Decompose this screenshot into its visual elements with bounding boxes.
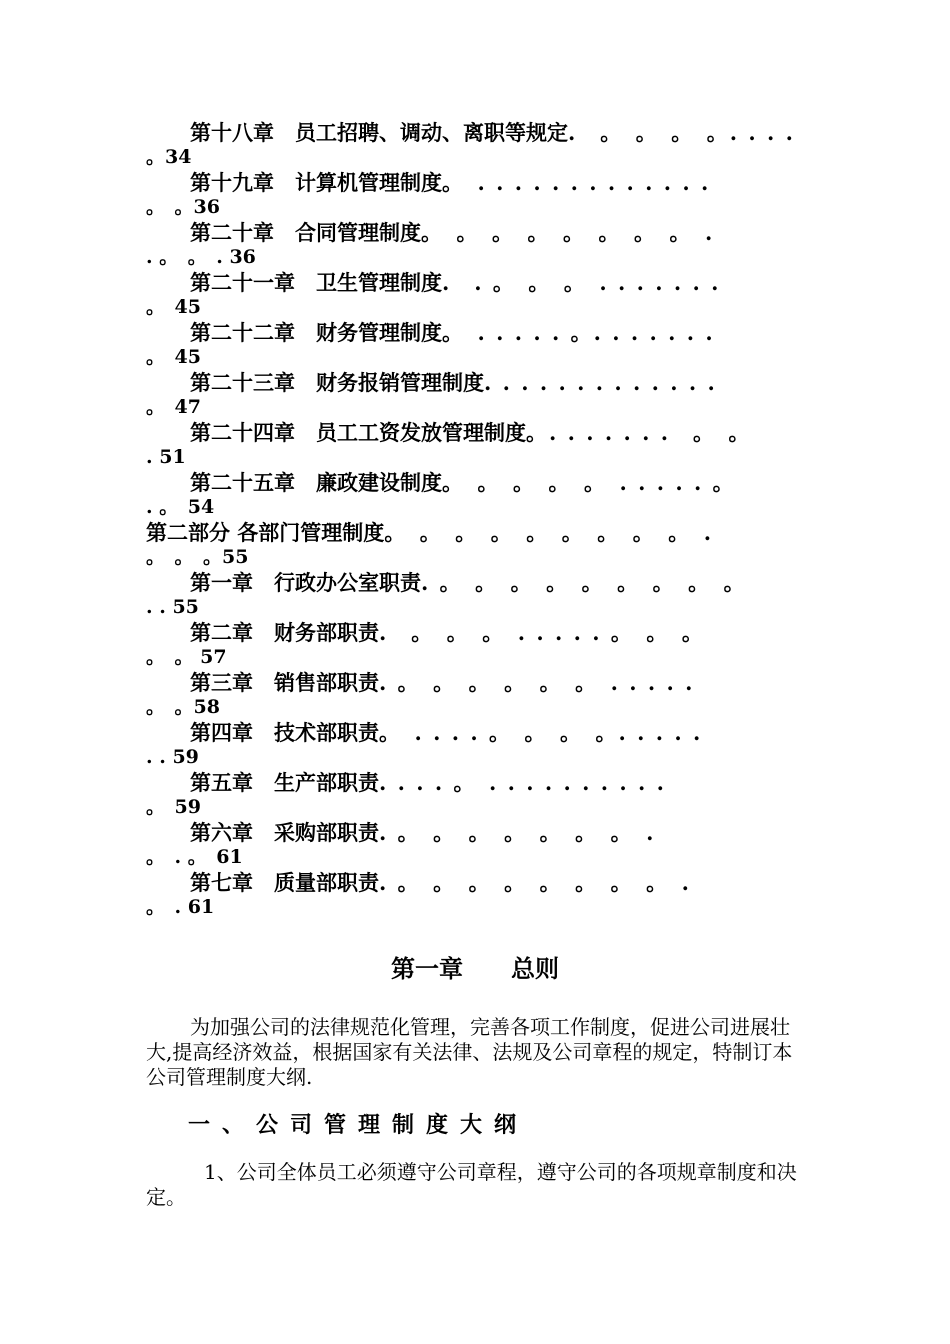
toc-part-entry[interactable] bbox=[146, 520, 822, 568]
toc-page-number: . . 59 bbox=[146, 746, 199, 768]
toc-page-number: . 。 。 . 36 bbox=[146, 246, 256, 268]
toc-entry-title: 第五章 生产部职责 bbox=[190, 770, 379, 795]
toc-entry[interactable] bbox=[146, 770, 822, 818]
toc-entry[interactable] bbox=[146, 820, 822, 868]
toc-entry[interactable] bbox=[146, 120, 822, 168]
toc-leader-dots: . . . . . . . . . . . . . bbox=[484, 370, 717, 395]
toc-leader-dots: . 。 。 。 。 。 。 。 。 . bbox=[379, 870, 691, 895]
toc-entry[interactable] bbox=[146, 320, 822, 368]
toc-entry-title: 第二十五章 廉政建设制度 bbox=[190, 470, 442, 495]
toc-leader-dots: 。 . . . . 。 。 。 。. . . . . bbox=[379, 720, 703, 745]
toc-entry[interactable] bbox=[146, 720, 822, 768]
toc-entry[interactable] bbox=[146, 870, 822, 918]
toc-page-number: 。 59 bbox=[146, 796, 201, 818]
toc-entry[interactable] bbox=[146, 470, 822, 518]
toc-entry-title: 第一章 行政办公室职责 bbox=[190, 570, 421, 595]
toc-entry-title: 第六章 采购部职责 bbox=[190, 820, 379, 845]
toc-page-number: 。 。36 bbox=[146, 196, 220, 218]
toc-entry-title: 第十八章 员工招聘、调动、离职等规定 bbox=[190, 120, 568, 145]
toc-leader-dots: . 。 。 。 。 。 。 。 . bbox=[379, 820, 656, 845]
toc-entry-title: 第二十三章 财务报销管理制度 bbox=[190, 370, 484, 395]
toc-page-number: 。 。 57 bbox=[146, 646, 227, 668]
toc-leader-dots: 。 。 。 。 。 。 。 。 . bbox=[421, 220, 715, 245]
toc-entry[interactable] bbox=[146, 220, 822, 268]
intro-paragraph: 为加强公司的法律规范化管理，完善各项工作制度，促进公司进展壮大,提高经济效益，根据国家有关法律、法规及公司章程的规定，特制订本公司管理制度大纲. bbox=[146, 1015, 793, 1089]
toc-entry-title: 第二十一章 卫生管理制度 bbox=[190, 270, 442, 295]
toc-entry[interactable] bbox=[146, 420, 822, 468]
toc-leader-dots: . 。 。 。 。 。 。 . . . . . bbox=[379, 670, 695, 695]
toc-page-number: . 。 54 bbox=[146, 496, 215, 518]
toc-leader-dots: . . . . 。 . . . . . . . . . . bbox=[379, 770, 666, 795]
toc-entry[interactable] bbox=[146, 270, 822, 318]
toc-entry[interactable] bbox=[146, 620, 822, 668]
rule-paragraph: 1、公司全体员工必须遵守公司章程，遵守公司的各项规章制度和决定。 bbox=[146, 1160, 797, 1209]
toc-leader-dots: 。 . . . . . 。. . . . . . . bbox=[442, 320, 715, 345]
toc-entry-title: 第三章 销售部职责 bbox=[190, 670, 379, 695]
toc-leader-dots: 。 。 。 。 。 . . . . . 。 bbox=[442, 470, 736, 495]
toc-leader-dots: . . 。 。 。 . . . . . . . bbox=[442, 270, 721, 295]
toc-page-number: 。 45 bbox=[146, 346, 201, 368]
toc-entry-title: 第二十四章 员工工资发放管理制度 bbox=[190, 420, 526, 445]
toc-leader-dots: . 。 。 。 。. . . . bbox=[568, 120, 795, 145]
toc-page-number: . 51 bbox=[146, 446, 186, 468]
toc-page-number: 。 。58 bbox=[146, 696, 220, 718]
toc-page-number: 。 。 。55 bbox=[146, 546, 249, 568]
toc-page-number: 。 . 61 bbox=[146, 896, 215, 918]
toc-entry[interactable] bbox=[146, 570, 822, 618]
toc-leader-dots: 。 。 。 。 。 。 。 。 。 . bbox=[384, 520, 714, 545]
chapter-heading: 第一章 总则 bbox=[391, 954, 559, 983]
toc-entry-title: 第七章 质量部职责 bbox=[190, 870, 379, 895]
toc-entry-title: 第二章 财务部职责 bbox=[190, 620, 379, 645]
toc-page-number: 。 47 bbox=[146, 396, 201, 418]
toc-entry-title: 第十九章 计算机管理制度 bbox=[190, 170, 442, 195]
toc-entry[interactable] bbox=[146, 670, 822, 718]
toc-leader-dots: . 。 。 。 。 。 。 。 。 。 bbox=[421, 570, 747, 595]
toc-leader-dots: 。 . . . . . . . . . . . . . bbox=[442, 170, 711, 195]
toc-entry-title: 第二部分 各部门管理制度 bbox=[146, 520, 385, 545]
toc-entry-title: 第四章 技术部职责 bbox=[190, 720, 379, 745]
toc-entry-title: 第二十二章 财务管理制度 bbox=[190, 320, 442, 345]
toc-page-number: . . 55 bbox=[146, 596, 199, 618]
toc-page-number: 。 45 bbox=[146, 296, 201, 318]
toc-entry[interactable] bbox=[146, 170, 822, 218]
toc-entry[interactable] bbox=[146, 370, 822, 418]
toc-leader-dots: 。. . . . . . . 。 。 bbox=[526, 420, 752, 445]
toc-page-number: 。 . 。 61 bbox=[146, 846, 243, 868]
toc-leader-dots: . 。 。 。 . . . . . 。 。 。 bbox=[379, 620, 705, 645]
toc-entry-title: 第二十章 合同管理制度 bbox=[190, 220, 421, 245]
toc-page-number: 。34 bbox=[146, 146, 192, 168]
section-heading: 一、公司管理制度大纲 bbox=[188, 1112, 529, 1138]
